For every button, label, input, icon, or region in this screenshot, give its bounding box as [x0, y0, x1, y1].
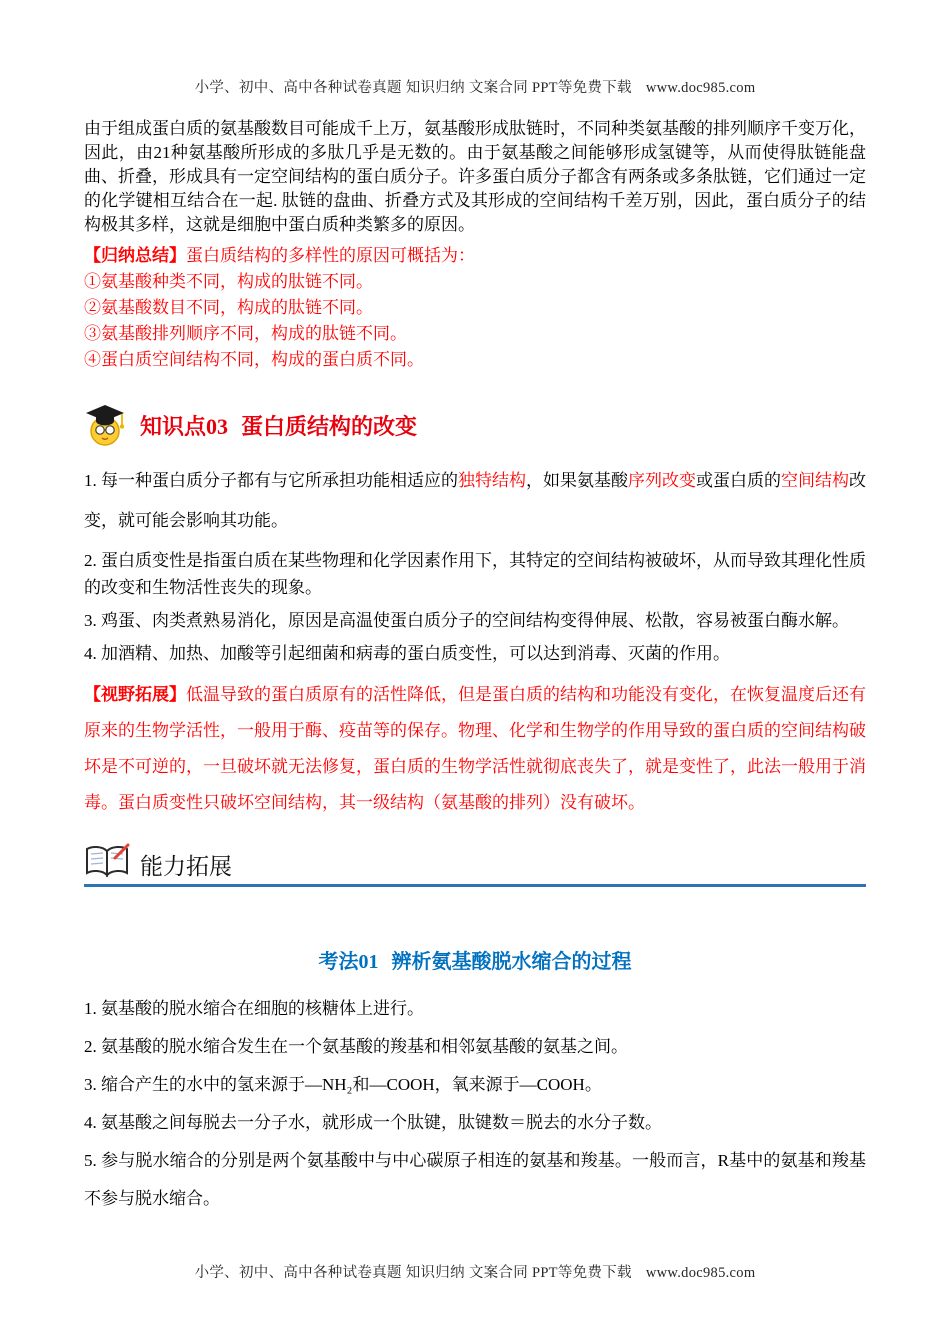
exam-point-2: 2. 氨基酸的脱水缩合发生在一个氨基酸的羧基和相邻氨基酸的氨基之间。	[84, 1037, 628, 1056]
kp-point-1-text-4: 改变，就可能会影响其功能。	[84, 471, 866, 530]
summary-item-3: ③氨基酸排列顺序不同，构成的肽链不同。	[84, 324, 407, 343]
exam-point-3: 3. 缩合产生的水中的氢来源于—NH₂和—COOH，氧来源于—COOH。	[84, 1075, 602, 1094]
summary-label: 【归纳总结】	[84, 246, 186, 265]
kp-point-1-highlight-3: 空间结构	[781, 471, 849, 490]
intro-paragraph: 由于组成蛋白质的氨基酸数目可能成千上万，氨基酸形成肽链时，不同种类氨基酸的排列顺序千变万化，因此，由21种氨基酸所形成的多肽几乎是无数的。由于氨基酸之间能够形成氢键等，从而使得肽链能盘曲、折叠，形成具有一定空间结构的蛋白质分子。许多蛋白质分子都含有两条或多条肽链，它们通过一定的化学键相互结合在一起. 肽链的盘曲、折叠方式及其形成的空间结构千差万别，因此，蛋白质分子的结构极其多样，这就是细胞中蛋白质种类繁多的原因。	[84, 119, 866, 234]
knowledge-point-title-line	[140, 410, 417, 441]
exam-method-heading	[84, 945, 866, 974]
open-book-icon	[84, 843, 130, 879]
summary-item-4: ④蛋白质空间结构不同，构成的蛋白质不同。	[84, 350, 424, 369]
exam-method-title: 辨析氨基酸脱水缩合的过程	[391, 951, 632, 973]
vision-extension-label: 【视野拓展】	[84, 685, 186, 704]
kp-point-3: 3. 鸡蛋、肉类煮熟易消化，原因是高温使蛋白质分子的空间结构变得伸展、松散，容易被蛋白酶水解。	[84, 611, 849, 630]
exam-method-label: 考法01	[318, 951, 379, 973]
footer-text: 小学、初中、高中各种试卷真题 知识归纳 文案合同 PPT等免费下载	[194, 1265, 632, 1281]
header-text: 小学、初中、高中各种试卷真题 知识归纳 文案合同 PPT等免费下载	[194, 80, 632, 96]
ability-section-title: 能力拓展	[140, 852, 232, 879]
ability-section-header	[84, 843, 866, 887]
exam-point-5: 5. 参与脱水缩合的分别是两个氨基酸中与中心碳原子相连的氨基和羧基。一般而言，R基中的氨基和羧基不参与脱水缩合。	[84, 1151, 866, 1208]
vision-extension-paragraph	[84, 677, 866, 821]
knowledge-point-heading	[84, 399, 866, 451]
footer-url-link[interactable]: www.doc985.com	[645, 1265, 756, 1281]
summary-block	[84, 243, 866, 373]
summary-item-1: ①氨基酸种类不同，构成的肽链不同。	[84, 272, 373, 291]
summary-lead-line	[84, 243, 866, 269]
kp-point-1-text-2: ，如果氨基酸	[526, 471, 628, 490]
exam-points-list	[84, 990, 866, 1218]
knowledge-point-label: 知识点03	[140, 413, 229, 439]
vision-extension-text: 低温导致的蛋白质原有的活性降低，但是蛋白质的结构和功能没有变化，在恢复温度后还有原来的生物学活性，一般用于酶、疫苗等的保存。物理、化学和生物学的作用导致的蛋白质的空间结构破坏是不可逆的，一旦破坏就无法修复，蛋白质的生物学活性就彻底丧失了，就是变性了，此法一般用于消毒。蛋白质变性只破坏空间结构，其一级结构（氨基酸的排列）没有破坏。	[84, 685, 866, 812]
header-url-link[interactable]: www.doc985.com	[645, 80, 756, 96]
exam-point-4: 4. 氨基酸之间每脱去一分子水，就形成一个肽键，肽键数＝脱去的水分子数。	[84, 1113, 662, 1132]
kp-point-1-highlight-1: 独特结构	[458, 471, 526, 490]
kp-point-1-highlight-2: 序列改变	[628, 471, 696, 490]
kp-point-1-text-3: 或蛋白质的	[696, 471, 781, 490]
page-header	[84, 76, 866, 97]
graduate-cap-icon	[84, 401, 130, 449]
page-footer	[0, 1261, 950, 1282]
kp-point-1-text: 1. 每一种蛋白质分子都有与它所承担功能相适应的	[84, 471, 458, 490]
kp-point-4: 4. 加酒精、加热、加酸等引起细菌和病毒的蛋白质变性，可以达到消毒、灭菌的作用。	[84, 644, 730, 663]
exam-point-1: 1. 氨基酸的脱水缩合在细胞的核糖体上进行。	[84, 999, 424, 1018]
summary-lead-text: 蛋白质结构的多样性的原因可概括为：	[186, 246, 475, 265]
kp-point-2: 2. 蛋白质变性是指蛋白质在某些物理和化学因素作用下，其特定的空间结构被破坏，从而导致其理化性质的改变和生物活性丧失的现象。	[84, 551, 866, 597]
knowledge-point-title: 蛋白质结构的改变	[241, 413, 418, 439]
summary-item-2: ②氨基酸数目不同，构成的肽链不同。	[84, 298, 373, 317]
kp-point-1	[84, 461, 866, 541]
